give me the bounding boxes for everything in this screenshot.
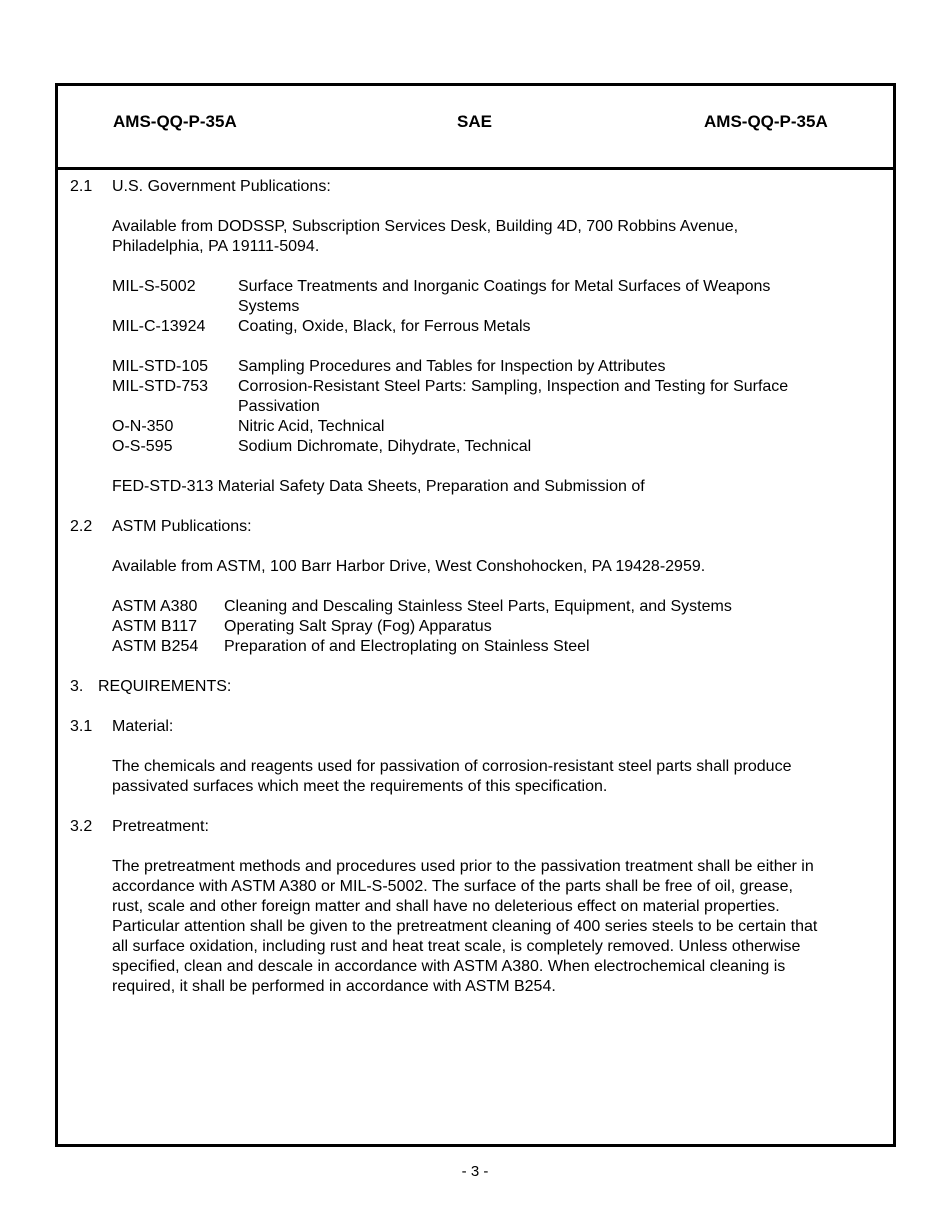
- reference-item: [112, 377, 870, 417]
- section-number: 3.: [70, 678, 84, 695]
- section-title: REQUIREMENTS:: [98, 678, 232, 695]
- paragraph-line: specified, clean and descale in accordance with ASTM A380. When electrochemical cleaning is: [112, 958, 786, 975]
- reference-code: MIL-C-13924: [112, 318, 206, 335]
- section-heading-3: [70, 677, 870, 697]
- section-title: Material:: [112, 718, 174, 735]
- reference-item: [112, 637, 870, 657]
- reference-desc: Preparation of and Electroplating on Stainless Steel: [224, 638, 590, 655]
- fed-std-reference: FED-STD-313 Material Safety Data Sheets, Preparation and Submission of: [112, 478, 645, 495]
- reference-item: [112, 437, 870, 457]
- reference-item: [112, 617, 870, 637]
- reference-desc: Coating, Oxide, Black, for Ferrous Metals: [238, 318, 531, 335]
- availability-text: [112, 217, 870, 257]
- section-number: 2.1: [70, 178, 93, 195]
- reference-code: O-N-350: [112, 418, 174, 435]
- reference-item: [112, 277, 870, 317]
- availability-text: Available from ASTM, 100 Barr Harbor Drive, West Conshohocken, PA 19428-2959.: [112, 558, 706, 575]
- section-title: Pretreatment:: [112, 818, 209, 835]
- header-doc-id-left: AMS-QQ-P-35A: [113, 112, 237, 131]
- reference-code: O-S-595: [112, 438, 173, 455]
- reference-item: [112, 317, 870, 337]
- availability-line: Available from DODSSP, Subscription Services Desk, Building 4D, 700 Robbins Avenue,: [112, 218, 739, 235]
- reference-desc: [238, 277, 870, 317]
- paragraph-line: The pretreatment methods and procedures used prior to the passivation treatment shall be either in: [112, 858, 814, 875]
- reference-code: MIL-STD-105: [112, 358, 209, 375]
- reference-list-astm: [112, 597, 870, 657]
- reference-code: ASTM A380: [112, 598, 198, 615]
- header-doc-id-right: AMS-QQ-P-35A: [704, 112, 828, 131]
- page-header: [58, 86, 893, 170]
- reference-desc: Sampling Procedures and Tables for Inspection by Attributes: [238, 358, 666, 375]
- reference-item: [112, 417, 870, 437]
- section-heading-3-2: [70, 817, 870, 837]
- reference-code: MIL-STD-753: [112, 378, 209, 395]
- header-publisher: SAE: [457, 112, 492, 131]
- reference-code: ASTM B117: [112, 618, 198, 635]
- section-heading-3-1: [70, 717, 870, 737]
- section-heading-2-2: [70, 517, 870, 537]
- paragraph-line: passivated surfaces which meet the requirements of this specification.: [112, 778, 608, 795]
- paragraph-line: rust, scale and other foreign matter and shall have no deleterious effect on material properties.: [112, 898, 780, 915]
- section-heading-2-1: [70, 177, 870, 197]
- pretreatment-paragraph: [112, 857, 872, 997]
- reference-desc-line: Corrosion-Resistant Steel Parts: Sampling, Inspection and Testing for Surface: [238, 378, 789, 395]
- section-number: 3.2: [70, 818, 93, 835]
- reference-code: MIL-S-5002: [112, 278, 196, 295]
- reference-desc-line: Surface Treatments and Inorganic Coatings for Metal Surfaces of Weapons: [238, 278, 771, 295]
- paragraph-line: Particular attention shall be given to the pretreatment cleaning of 400 series steels to be certain that: [112, 918, 818, 935]
- reference-desc: [238, 377, 870, 417]
- reference-code: ASTM B254: [112, 638, 199, 655]
- reference-desc: Nitric Acid, Technical: [238, 418, 385, 435]
- reference-desc: Cleaning and Descaling Stainless Steel Parts, Equipment, and Systems: [224, 598, 732, 615]
- section-number: 2.2: [70, 518, 93, 535]
- reference-desc: Sodium Dichromate, Dihydrate, Technical: [238, 438, 532, 455]
- reference-list-gov: [112, 277, 870, 497]
- availability-line: Philadelphia, PA 19111-5094.: [112, 238, 320, 255]
- reference-item: [112, 597, 870, 617]
- material-paragraph: [112, 757, 872, 797]
- paragraph-line: required, it shall be performed in accordance with ASTM B254.: [112, 978, 556, 995]
- document-body: [70, 177, 870, 997]
- reference-desc-line: Systems: [238, 298, 300, 315]
- reference-desc-line: Passivation: [238, 398, 320, 415]
- reference-desc: Operating Salt Spray (Fog) Apparatus: [224, 618, 492, 635]
- section-number: 3.1: [70, 718, 93, 735]
- section-title: U.S. Government Publications:: [112, 178, 331, 195]
- reference-item: [112, 357, 870, 377]
- page-number: - 3 -: [461, 1163, 489, 1180]
- paragraph-line: all surface oxidation, including rust and heat treat scale, is completely removed. Unless otherwise: [112, 938, 801, 955]
- paragraph-line: accordance with ASTM A380 or MIL-S-5002. The surface of the parts shall be free of oil, grease,: [112, 878, 793, 895]
- paragraph-line: The chemicals and reagents used for passivation of corrosion-resistant steel parts shall produce: [112, 758, 792, 775]
- section-title: ASTM Publications:: [112, 518, 252, 535]
